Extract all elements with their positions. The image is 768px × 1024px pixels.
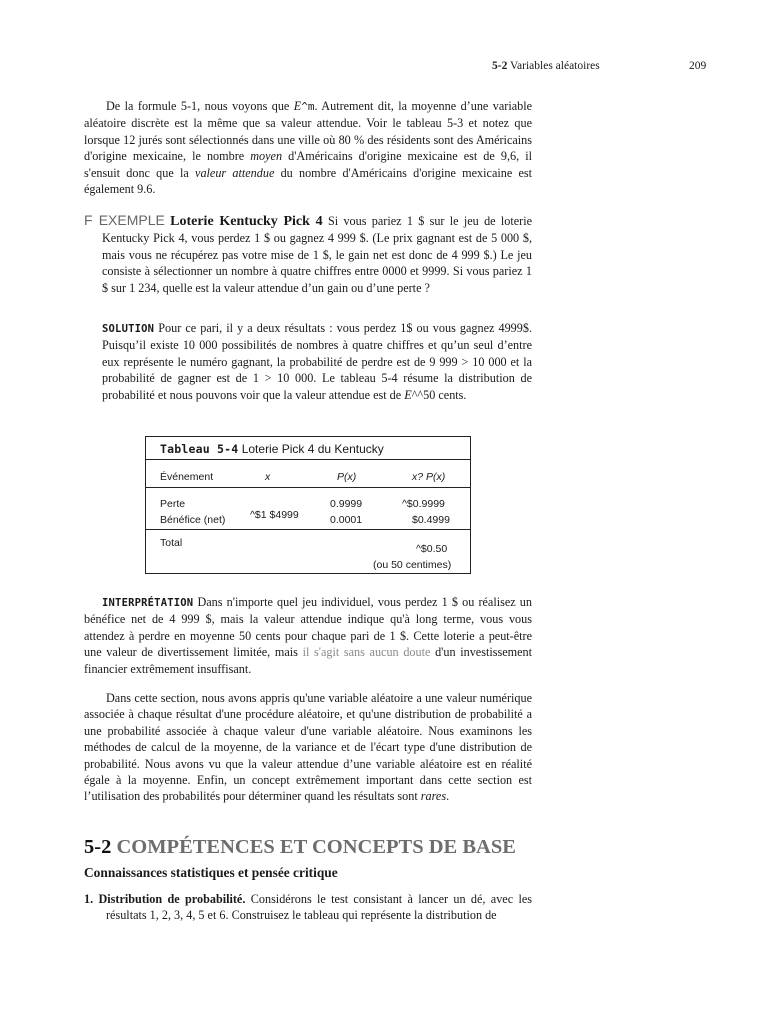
summary-paragraph (84, 690, 532, 805)
solution-symbol-e: E (404, 387, 412, 402)
solution-text-a: Pour ce pari, il y a deux résultats : vous perdez 1$ ou vous gagnez 4999$. Puisqu’il existe 10 000 possibilités de nombres à quatre chiffres et qu’un seul d’entre eux représente le numéro gagnant, la probabilité de perdre est de 9 999 > 10 000 et la probabilité de gagner est de 1 > 10 000. Le tableau 5-4 résume la distribution de probabilité et nous pouvons voir que la valeur attendue est de (102, 321, 532, 402)
table-caption: Loterie Pick 4 du Kentucky (238, 442, 384, 456)
exercise-1-text: Considérons le test consistant à lancer un dé, avec les résultats 1, 2, 3, 4, 5 et 6. Construisez le tableau qui représente la distribution de (106, 892, 532, 923)
example-title: Loterie Kentucky Pick 4 (170, 214, 323, 229)
table-row-event: Perte (160, 498, 186, 510)
p1-text-b: . Autrement dit, la moyenne d’une variable aléatoire discrète est la même que sa valeur attendue. Voir le tableau 5-3 et notez que lorsque 12 jurés sont sélectionnés dans une ville où 80 % des résidents sont des Américains d'origine mexicaine, le nombre (84, 99, 533, 164)
exercise-1 (84, 891, 532, 924)
section-heading (84, 836, 516, 859)
table-row-xp: ^$0.9999 (402, 498, 445, 510)
p3-text-a: Dans cette section, nous avons appris qu'une variable aléatoire a une valeur numérique associée à chaque résultat d'une procédure aléatoire, et qu'une distribution de probabilité a une probabilité associée à chaque valeur d'une variable aléatoire. Nous examinons les méthodes de calcul de la moyenne, de la variance et de l'écart type d'une distribution de probabilité. Nous avons vu que la valeur attendue d’une variable aléatoire est en réalité égale à la moyenne. Enfin, un concept extrêmement important dans cette section est l’utilisation des probabilités pour déterminer quand les résultats sont (84, 691, 532, 804)
subsection-heading: Connaissances statistiques et pensée critique (84, 865, 338, 880)
intro-paragraph (84, 98, 532, 197)
p1-emphasis-valeur-attendue: valeur attendue (195, 165, 275, 180)
table-total-note: (ou 50 centimes) (373, 559, 452, 571)
p1-text-d: du nombre d'Américains d'origine mexicaine est également 9.6. (84, 165, 532, 197)
table-row-xp: $0.4999 (412, 514, 450, 526)
probability-table (145, 436, 471, 574)
p1-text-c: d'Américains d'origine mexicaine est de 9,6, il s'ensuit donc que la (84, 149, 532, 180)
p1-emphasis-moyen: moyen (250, 149, 283, 164)
example-text: Si vous pariez 1 $ sur le jeu de loterie Kentucky Pick 4, vous perdez 1 $ ou gagnez 4 999 $. (Le prix gagnant est de 5 000 $, mais vous ne récupérez pas votre mise de 1 $, le gain net est donc de 4 999 $.) Le jeu consiste à sélectionner un nombre à quatre chiffres entre 0000 et 9999. Si vous pariez 1 $ sur 1 234, quelle est la valeur attendue d’un gain ou d’une perte ? (102, 214, 532, 295)
section-number: 5-2 (84, 836, 112, 858)
solution-block (102, 320, 532, 403)
table-total-label: Total (160, 537, 183, 549)
example-block (84, 212, 532, 296)
table-x-values: ^$1 $4999 (250, 509, 299, 521)
example-tag: F EXEMPLE (84, 212, 165, 228)
table-header-event: Événement (160, 471, 214, 483)
interpretation-text-b: d'un investissement financier extrêmement insuffisant. (84, 645, 532, 676)
exercise-1-label: 1. Distribution de probabilité. (84, 892, 246, 906)
table-title (160, 442, 384, 456)
interpretation-label: INTERPRÉTATION (102, 597, 194, 609)
table-total-value: ^$0.50 (416, 543, 448, 555)
section-title: COMPÉTENCES ET CONCEPTS DE BASE (111, 836, 516, 858)
table-header-xpx: x? P(x) (412, 471, 446, 483)
table-row-p: 0.9999 (330, 498, 363, 510)
p1-symbol-e: E (293, 99, 302, 113)
running-head-section-number: 5-2 (492, 60, 508, 72)
table-rule-total (146, 529, 470, 530)
interpretation-faded-text: il s'agit sans aucun doute (302, 645, 431, 660)
solution-label: SOLUTION (102, 323, 155, 335)
solution-text-b: ^^50 cents. (411, 387, 467, 402)
table-label: Tableau 5-4 (160, 442, 239, 456)
interpretation-block (84, 594, 532, 677)
page-number: 209 (689, 60, 707, 72)
table-row-p: 0.0001 (330, 514, 363, 526)
table-row-event: Bénéfice (net) (160, 514, 226, 526)
running-head-section-name: Variables aléatoires (507, 60, 600, 72)
p1-text-a: De la formule 5-1, nous voyons que (106, 99, 294, 113)
table-header-x: x (265, 471, 271, 483)
p3-text-b: . (446, 789, 450, 804)
p3-emphasis-rares: rares (420, 789, 447, 804)
p1-symbol-mu: ^m (301, 100, 315, 113)
table-rule-header (146, 487, 470, 488)
running-head (492, 60, 600, 72)
table-rule-top (146, 459, 470, 460)
interpretation-text-a: Dans n'importe quel jeu individuel, vous perdez 1 $ ou réalisez un bénéfice net de 4 999 $, mais la valeur attendue indique qu'à long terme, vous vous attendez à perdre en moyenne 50 cents pour chaque pari de 1 $. Cette loterie a peut-être une valeur de divertissement limitée, mais (84, 595, 532, 660)
table-header-px: P(x) (337, 471, 357, 483)
